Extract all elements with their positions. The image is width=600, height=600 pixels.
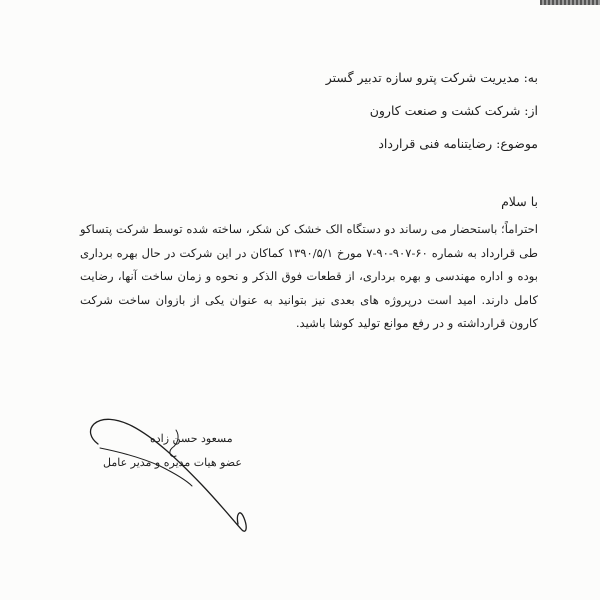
signatory-title: عضو هیات مدیره و مدیر عامل xyxy=(103,456,242,469)
salutation: با سلام xyxy=(501,194,538,209)
body-paragraph: احتراماً؛ باستحضار می رساند دو دستگاه الک خشک کن شکر، ساخته شده توسط شرکت پتساکو طی قرارداد به شماره ۶۰-۹۰۷-۹۰-۷ مورخ ۱۳۹۰/۵/۱ کماکان در این شرکت در حال بهره برداری بوده و اداره مهندسی و بهره برداری، از قطعات فوق الذکر و نحوه و زمان ساخت آنها، رضایت کامل دارند. امید است درپروژه های بعدی نیز بتوانید به عنوان یکی از بازوان ساخت شرکت کارون قرارداشته و در رفع موانع تولید کوشا باشید. xyxy=(80,222,538,331)
handwritten-signature xyxy=(80,400,260,540)
subject-line: موضوع: رضایتنامه فنی قرارداد xyxy=(378,136,538,151)
letter-body xyxy=(80,218,538,336)
sender-line: از: شرکت کشت و صنعت کارون xyxy=(369,103,538,118)
recipient-line: به: مدیریت شرکت پترو سازه تدبیر گستر xyxy=(325,70,538,85)
signatory-name: مسعود حسن زاده xyxy=(150,432,233,445)
scan-edge-mark xyxy=(540,0,600,5)
